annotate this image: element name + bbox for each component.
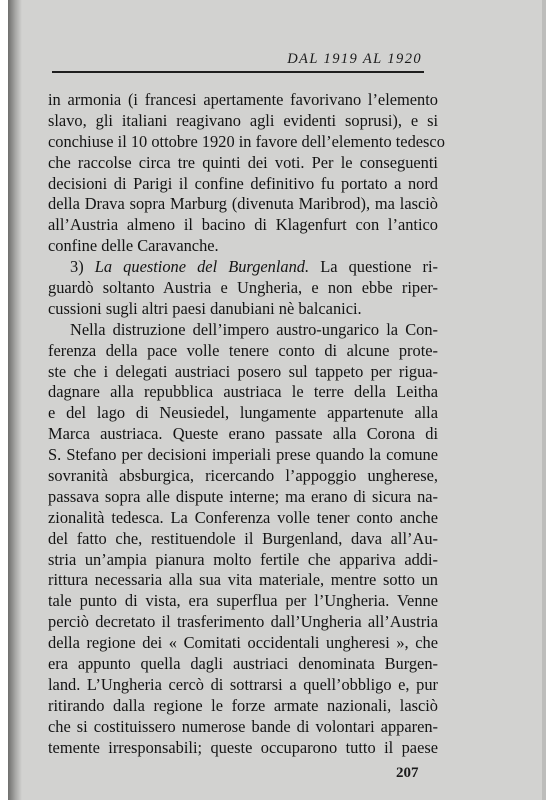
text-line: ste che i delegati austriaci posero sul tappeto per rigua- (48, 361, 438, 381)
text-line: decisioni di Parigi il confine definitivo fu portato a nord (48, 173, 438, 193)
text-line: ritirando dalla regione le forze armate nazionali, lasciò (48, 695, 438, 715)
text-line: era appunto quella dagli austriaci denominata Burgen- (48, 654, 438, 674)
text-line: ferenza della pace volle tenere conto di alcune prote- (48, 340, 438, 360)
body-text (48, 90, 445, 759)
header-rule (52, 71, 424, 73)
text-line: conchiuse il 10 ottobre 1920 in favore dell’elemento tedesco (48, 131, 445, 151)
page-edge (542, 0, 546, 800)
text-line: S. Stefano per decisioni imperiali prese quando la comune (48, 445, 438, 465)
page-number: 207 (396, 765, 419, 781)
book-page (8, 0, 546, 800)
text-line: della Drava sopra Marburg (divenuta Maribrod), ma lasciò (48, 194, 438, 214)
text-line: guardò soltanto Austria e Ungheria, e non ebbe riper- (48, 278, 438, 298)
text-line: zionalità tedesca. La Conferenza volle tener conto anche (48, 507, 438, 527)
text-line: dagnare alla repubblica austriaca le terre della Leitha (48, 382, 438, 402)
text-line: confine delle Caravanche. (48, 236, 219, 256)
binding-shadow (8, 0, 22, 800)
text-line: tale punto di vista, era superflua per l’Ungheria. Venne (48, 591, 438, 611)
running-head: DAL 1919 AL 1920 (287, 51, 422, 67)
text-line: che si costituissero numerose bande di volontari apparen- (48, 716, 438, 736)
text-line: rittura necessaria alla sua vita materiale, mentre sotto un (48, 570, 438, 590)
text-line: del fatto che, restituendole il Burgenland, dava all’Au- (48, 528, 438, 548)
text-line: Marca austriaca. Queste erano passate alla Corona di (48, 424, 438, 444)
text-line: sovranità absburgica, ricercando l’appoggio ungherese, (48, 466, 438, 486)
text-line: stria un’ampia pianura molto fertile che appariva addi- (48, 549, 438, 569)
text-line: e del lago di Neusiedel, lungamente appartenute alla (48, 403, 438, 423)
text-line: in armonia (i francesi apertamente favorivano l’elemento (48, 90, 438, 109)
text-line: perciò decretato il trasferimento dall’Ungheria all’Austria (48, 612, 438, 632)
text-line: land. L’Ungheria cercò di sottrarsi a quell’obbligo e, pur (48, 674, 438, 694)
section-heading: La questione del Burgenland. (94, 257, 310, 277)
text-line: La questione ri- (320, 257, 438, 277)
text-line: cussioni sugli altri paesi danubiani nè balcanici. (48, 298, 362, 318)
section-number: 3) (70, 257, 84, 277)
text-line: della regione dei « Comitati occidentali ungheresi », che (48, 633, 438, 653)
text-line: slavo, gli italiani reagivano agli evidenti soprusi), e si (48, 110, 438, 130)
section-heading-line (48, 257, 438, 278)
text-line: Nella distruzione dell’impero austro-ungarico la Con- (70, 319, 438, 339)
text-line: passava sopra alle dispute interne; ma erano di sicura na- (48, 486, 438, 506)
text-line: all’Austria almeno il bacino di Klagenfurt con l’antico (48, 215, 438, 235)
text-line: che raccolse circa tre quinti dei voti. Per le conseguenti (48, 152, 438, 172)
text-line: temente irresponsabili; queste occuparono tutto il paese (48, 737, 438, 757)
